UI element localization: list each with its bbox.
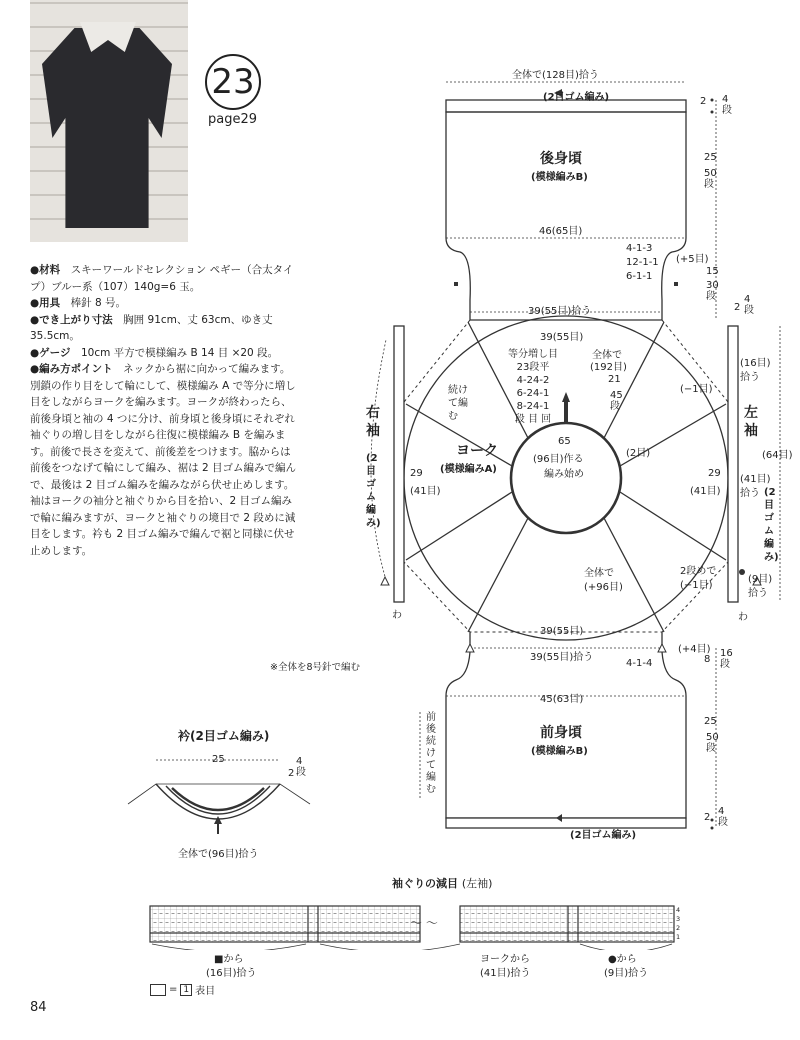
right-sleeve-title: 右袖 xyxy=(366,405,380,439)
chart-break: 〜 〜 xyxy=(410,916,438,930)
gauge-text: 10cm 平方で模様編み B 14 目 ×20 段。 xyxy=(80,346,279,359)
sleeve-64: (64目) xyxy=(762,450,793,461)
yoke-45: 45段 xyxy=(610,390,623,412)
plus4-label: (+4目) xyxy=(678,644,711,655)
center-start: 編み始め xyxy=(544,469,584,480)
chart-row-num: 2 xyxy=(676,924,681,932)
yoke-inc-row: 段 目 回 xyxy=(514,414,552,425)
left-sleeve-band xyxy=(728,326,738,602)
yoke-inc-row: 4-24-2 xyxy=(516,375,550,386)
chart-title xyxy=(392,875,492,891)
chart-from-b: ●から xyxy=(608,954,637,965)
left-sleeve-title: 左袖 xyxy=(744,405,758,439)
needle-note: ※全体を8号針で編む xyxy=(270,662,361,673)
front-2: 2 xyxy=(704,812,711,823)
right-41: (41目) xyxy=(690,486,721,497)
yoke-192: (192目) xyxy=(590,362,627,373)
front-subtitle: (模様編みB) xyxy=(531,746,588,757)
minus1-label: (−1目) xyxy=(680,384,713,395)
chart-grid-right xyxy=(460,906,674,942)
materials-text: スキーワールドセレクション ペギー（合太タイプ）ブルー系（107）140g=6 玉。 xyxy=(30,264,294,293)
sleeve-16: (16目) xyxy=(740,358,771,369)
armhole-front: 4-1-4 xyxy=(626,658,653,669)
left-29: 29 xyxy=(410,468,423,479)
right-sleeve-band xyxy=(394,326,404,602)
chart-subtitle: (左袖) xyxy=(461,877,493,890)
two-me: (2目) xyxy=(626,448,651,459)
collar-width: 25 xyxy=(212,754,225,765)
chart-from-a: ■から xyxy=(214,954,244,965)
yoke-increase xyxy=(508,348,558,426)
materials-label: ●材料 xyxy=(30,264,61,276)
continue-knit: 続けて編む xyxy=(448,385,468,422)
front-title: 前身頃 xyxy=(540,725,582,741)
tools-text: 棒針 8 号。 xyxy=(70,297,127,309)
front-8: 8 xyxy=(704,654,711,665)
chart-from-b-pick: (9目)拾う xyxy=(604,968,649,979)
center-65: 65 xyxy=(558,436,571,447)
collar-rows-4: 4段 xyxy=(296,756,306,778)
chart-row-num: 4 xyxy=(676,906,681,914)
front-width: 45(63目) xyxy=(540,694,584,705)
yoke-inc-row: 8-24-1 xyxy=(516,401,550,412)
sleeve-9-pick: 拾う xyxy=(748,588,768,599)
gauge-label: ●ゲージ xyxy=(30,346,71,359)
yoke-inc-row: 23段平 xyxy=(516,362,550,373)
yoke-spoke xyxy=(406,492,512,560)
chart-yoke-from: ヨークから xyxy=(480,954,530,965)
yoke-inc-row: 6-24-1 xyxy=(516,388,550,399)
top-pickup: 全体で(128目)拾う xyxy=(512,70,599,81)
plus5-label: (+5目) xyxy=(676,254,709,265)
center-96: (96目)作る xyxy=(533,454,584,465)
right-15: 15 xyxy=(706,266,719,277)
left-41: (41目) xyxy=(410,486,441,497)
front-25: 25 xyxy=(704,716,717,727)
chart-row-num: 1 xyxy=(676,933,681,941)
right-50dan: 50段 xyxy=(704,168,717,190)
yoke-inc-row: 等分増し目 xyxy=(508,349,558,360)
front-50dan: 50段 xyxy=(706,732,719,754)
armhole-back xyxy=(626,242,659,284)
yoke-39-bottom: 39(55目) xyxy=(540,626,584,637)
yoke-total: 全体で xyxy=(592,350,622,361)
back-title: 後身頃 xyxy=(540,151,582,167)
collar-title: 衿(2目ゴム編み) xyxy=(178,729,270,743)
front-pick39: 39(55目)拾う xyxy=(530,652,594,663)
armhole-back-row: 6-1-1 xyxy=(626,271,653,282)
points-label: ●編み方ポイント xyxy=(30,363,113,375)
front-rib-label: (2目ゴム編み) xyxy=(570,830,637,841)
legend-text: 表目 xyxy=(195,986,216,997)
legend-equals: = xyxy=(169,984,178,995)
second-dan: 2段めで xyxy=(680,566,717,577)
right-sleeve-rib: (2目ゴム編み) xyxy=(366,453,381,529)
back-width: 46(65目) xyxy=(539,226,583,237)
chart-row-numbers xyxy=(676,906,680,942)
front-continue: 前後続けて編む xyxy=(426,712,436,795)
yoke-39-top: 39(55目) xyxy=(540,332,584,343)
chart-legend xyxy=(150,982,215,997)
collar-rows-2: 2 xyxy=(288,768,295,779)
back-rib-label: (2目ゴム編み) xyxy=(543,92,610,103)
page-number: 84 xyxy=(30,1000,47,1015)
page-reference: page29 xyxy=(208,112,258,127)
wa-right: わ xyxy=(738,612,748,623)
chart-yoke-from-pick: (41目)拾う xyxy=(480,968,531,979)
back-subtitle: (模様編みB) xyxy=(531,172,588,183)
yoke-title: ヨーク xyxy=(456,443,498,459)
right-2: 2 xyxy=(700,96,707,107)
points-text: ネックから裾に向かって編みます。別鎖の作り目をして輪にして、模様編み A で等分に増し目をしながらヨークを編みます。ヨークが終わったら、前後身頃と袖の 4 つに分け、前身頃と後身頃にそれぞれ袖ぐりの増し目をしながら往復に模様編み B を編みます。前後で長さを変えて、前後差をつけます。脇からは前後をつなげて輪にして編み、裾は 2 目ゴム編みで編んで、最後は 2 目ゴム編みを編みながら伏せ止めします。袖はヨークの袖分と袖ぐりから目を拾い、2 目ゴム編みで輪に編みますが、ヨークと袖ぐりの境目で 2 段めに減目をします。衿も 2 目ゴム編みで編んで裾と同様に伏せ止めします。 xyxy=(30,363,296,557)
minus1b: (−1目) xyxy=(680,580,713,591)
right-29: 29 xyxy=(708,468,721,479)
front-4dan: 4段 xyxy=(718,806,728,828)
sleeve-16-pick: 拾う xyxy=(740,372,760,383)
right-4dan: 4段 xyxy=(722,94,732,116)
right-25: 25 xyxy=(704,152,717,163)
sleeve-41: (41目) xyxy=(740,474,771,485)
size-label: ●でき上がり寸法 xyxy=(30,313,113,326)
sleeve-4dan: 4段 xyxy=(744,294,754,316)
total-96: (+96目) xyxy=(584,582,623,593)
chart-from-a-pick: (16目)拾う xyxy=(206,968,257,979)
back-pick39: 39(55目)拾う xyxy=(528,306,592,317)
wa-left: わ xyxy=(392,610,402,621)
armhole-back-row: 12-1-1 xyxy=(626,257,659,268)
yoke-21: 21 xyxy=(608,374,621,385)
size-text: 胸囲 91cm、丈 63cm、ゆき丈 35.5cm。 xyxy=(30,313,273,342)
chart-row-num: 3 xyxy=(676,915,681,923)
front-16dan: 16段 xyxy=(720,648,733,670)
armhole-back-row: 4-1-3 xyxy=(626,243,653,254)
left-sleeve-rib: (2目ゴム編み) xyxy=(764,487,779,563)
tools-label: ●用具 xyxy=(30,297,61,309)
legend-knit-symbol: 1 xyxy=(180,984,192,996)
total-label: 全体で xyxy=(584,568,614,579)
chart-title-main: 袖ぐりの減目 xyxy=(392,877,458,890)
sleeve-9: (9目) xyxy=(748,574,773,585)
back-body-outline xyxy=(446,112,686,320)
yoke-spoke xyxy=(468,518,528,632)
right-30dan: 30段 xyxy=(706,280,719,302)
yoke-spoke xyxy=(620,492,726,560)
yoke-subtitle: (模様編みA) xyxy=(440,464,497,475)
pattern-number: 23 xyxy=(211,62,255,102)
sleeve-41-pick: 拾う xyxy=(740,488,760,499)
front-rib-band xyxy=(446,818,686,828)
legend-blank-cell xyxy=(150,984,166,996)
chart-grid-left xyxy=(150,906,420,942)
collar-pickup: 全体で(96目)拾う xyxy=(178,849,259,860)
sleeve-2: 2 xyxy=(734,302,741,313)
